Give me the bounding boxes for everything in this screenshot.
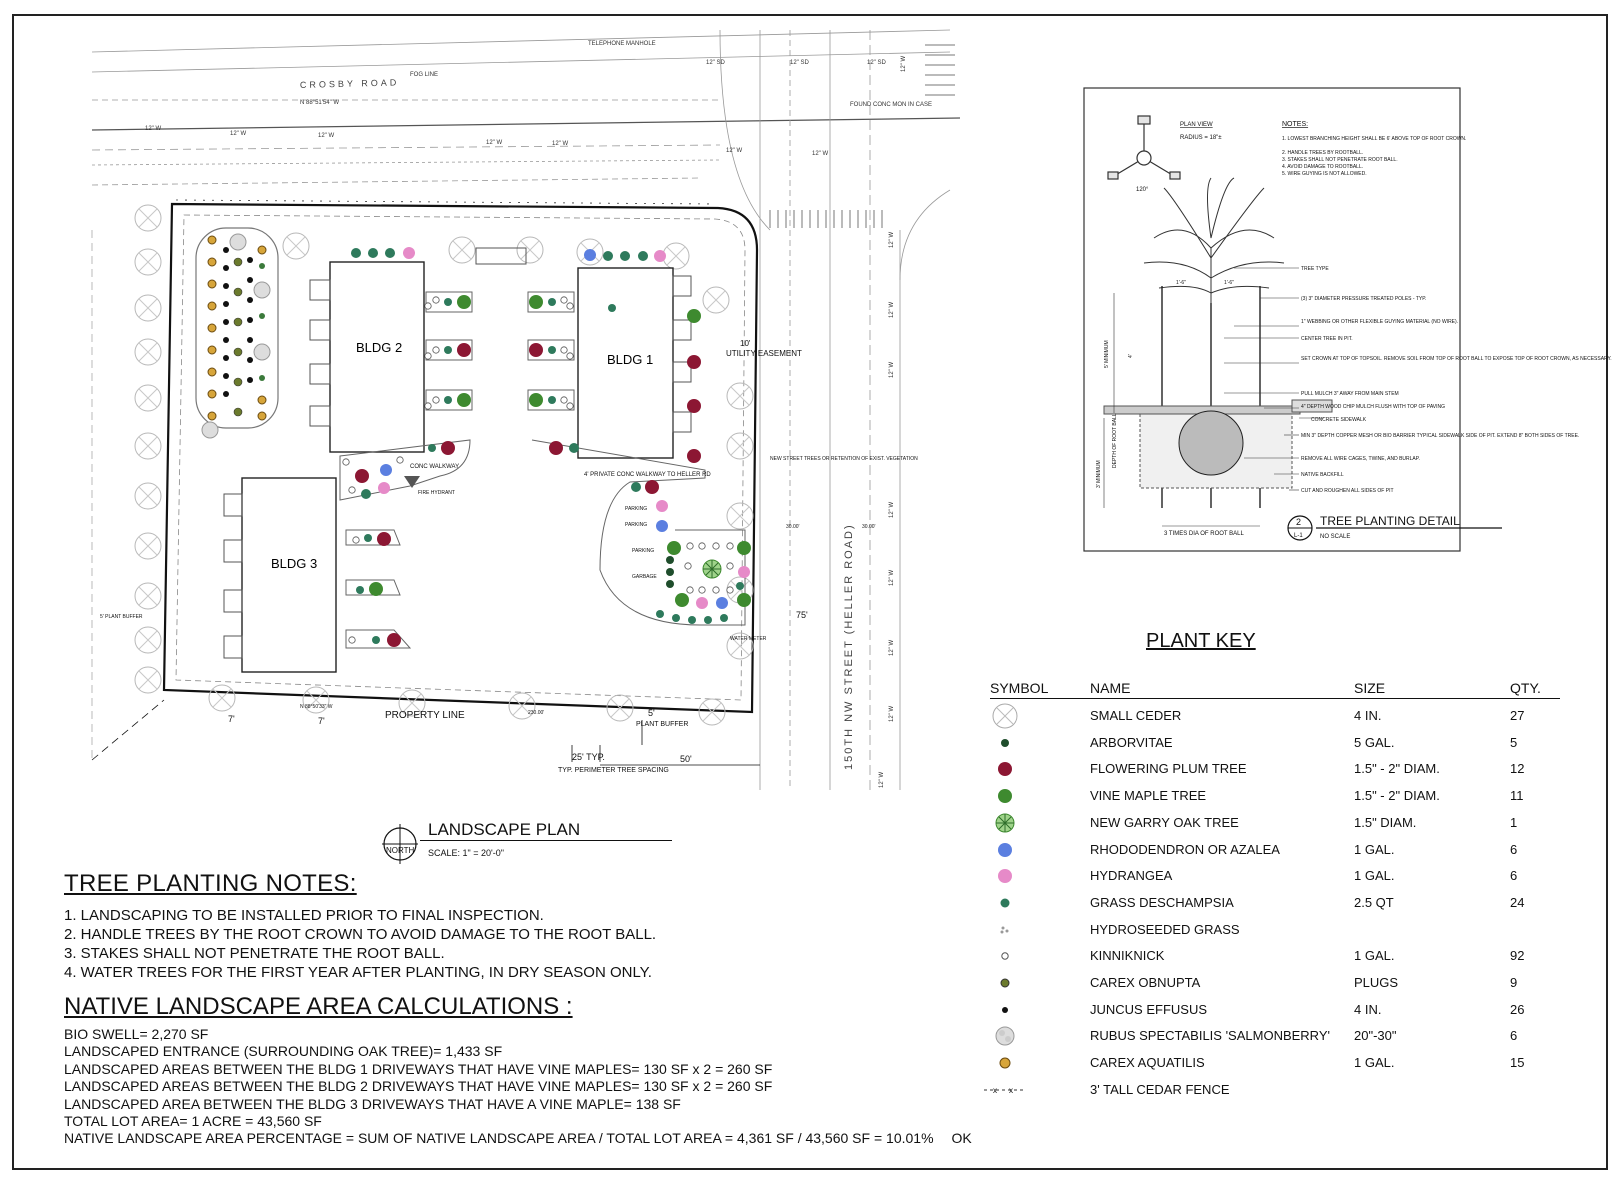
dim: 3' MINIMUM [1096, 460, 1102, 488]
plant-key-row [980, 1082, 1560, 1106]
plant-key-qty: 6 [1510, 868, 1518, 884]
callout: CUT AND ROUGHEN ALL SIDES OF PIT [1301, 488, 1394, 494]
typ-spacing-label: 25' TYP. [572, 752, 605, 762]
plant-key-row [980, 975, 1560, 999]
street-name: 150TH NW STREET (HELLER ROAD) [843, 523, 855, 770]
pipe-label: 12" SD [867, 60, 886, 66]
pipe-label: 12" W [889, 639, 895, 656]
bearing-bottom: N 88°50'33" W [300, 704, 333, 710]
detail-note: 4. AVOID DAMAGE TO ROOTBALL. [1282, 164, 1364, 170]
pipe-label: 12" W [726, 148, 743, 154]
plant-key-row [980, 761, 1560, 785]
fog-line: FOG LINE [410, 72, 439, 78]
calc-line: LANDSCAPED ENTRANCE (SURROUNDING OAK TREE)= 1,433 SF [64, 1043, 503, 1060]
plant-key-header-size: SIZE [1354, 680, 1386, 696]
calc-line-percentage [64, 1130, 972, 1147]
telephone-manhole: TELEPHONE MANHOLE [588, 41, 656, 47]
dim: 1'-6" [1224, 280, 1234, 286]
building-2 [330, 262, 424, 452]
plant-key-size: 1 GAL. [1354, 868, 1395, 884]
plant-key-qty: 1 [1510, 814, 1518, 830]
building-3-label: BLDG 3 [271, 556, 318, 571]
carex-aquatilis-icon [980, 1049, 1030, 1075]
plant-key-name: KINNIKNICK [1090, 948, 1165, 964]
vine-maple-icon [980, 782, 1030, 808]
plant-key-name: CAREX AQUATILIS [1090, 1055, 1205, 1071]
utility-easement-width: 10' [740, 339, 751, 348]
plant-key-name: RUBUS SPECTABILIS 'SALMONBERRY' [1090, 1028, 1330, 1044]
detail-title: TREE PLANTING DETAIL [1320, 514, 1460, 528]
plant-key-qty: 24 [1510, 894, 1525, 910]
dim: 4' [1128, 354, 1134, 358]
plant-key-size: 1 GAL. [1354, 841, 1395, 857]
plant-key-title: PLANT KEY [1146, 630, 1256, 652]
calc-line: TOTAL LOT AREA= 1 ACRE = 43,560 SF [64, 1113, 322, 1130]
pipe-label: 12" W [889, 705, 895, 722]
note-item: 2. HANDLE TREES BY THE ROOT CROWN TO AVOID DAMAGE TO THE ROOT BALL. [64, 926, 657, 943]
note-item: 1. LANDSCAPING TO BE INSTALLED PRIOR TO FINAL INSPECTION. [64, 907, 544, 924]
plant-buffer-left-label: 5' PLANT BUFFER [100, 614, 143, 620]
pipe-label: 12" W [879, 771, 885, 788]
plant-key-size: 4 IN. [1354, 708, 1382, 723]
plant-key-qty: 12 [1510, 761, 1525, 777]
detail-note: 3. STAKES SHALL NOT PENETRATE ROOT BALL. [1282, 157, 1398, 163]
bearing-top: N 88°51'54" W [300, 100, 340, 106]
plant-key-name: JUNCUS EFFUSUS [1090, 1001, 1208, 1017]
landscape-plan-title: LANDSCAPE PLAN [428, 820, 581, 839]
plant-key-row [980, 922, 1560, 946]
calc-line: BIO SWELL= 2,270 SF [64, 1026, 209, 1042]
plant-key-header-rule [990, 698, 1560, 699]
detail-scale: NO SCALE [1320, 534, 1351, 540]
svg-text:x: x [993, 1085, 997, 1095]
note-item: 3. STAKES SHALL NOT PENETRATE THE ROOT BALL. [64, 945, 445, 962]
root-ball [1179, 411, 1243, 475]
north-label: NORTH [386, 846, 415, 855]
plant-key-row [980, 842, 1560, 866]
plan-view-label: PLAN VIEW [1180, 122, 1213, 128]
plant-key-row [980, 895, 1560, 919]
callout: (3) 3" DIAMETER PRESSURE TREATED POLES - TYP. [1301, 296, 1427, 302]
pipe-label: 12" W [889, 231, 895, 248]
dim-5: 5' [648, 708, 655, 718]
pipe-label: 12" W [230, 131, 247, 137]
plant-key-size: 4 IN. [1354, 1001, 1382, 1017]
property-line-label: PROPERTY LINE [385, 710, 465, 721]
note-item: 4. WATER TREES FOR THE FIRST YEAR AFTER PLANTING, IN DRY SEASON ONLY. [64, 964, 652, 981]
callout: CENTER TREE IN PIT. [1301, 336, 1353, 342]
dim-75: 75' [796, 610, 808, 620]
callout: 4" DEPTH WOOD CHIP MULCH FLUSH WITH TOP OF PAVING [1301, 404, 1446, 410]
plant-key-qty: 9 [1510, 975, 1518, 990]
callout: TREE TYPE [1301, 266, 1329, 272]
dim-7a: 7' [228, 714, 235, 724]
landscape-plan-underline [420, 840, 672, 841]
road-name: CROSBY ROAD [299, 77, 400, 90]
plant-key-qty: 92 [1510, 948, 1525, 964]
dim: 5' MINIMUM [1104, 340, 1110, 368]
detail-sheet: L-1 [1294, 533, 1303, 539]
plant-key-qty: 6 [1510, 841, 1518, 857]
hydroseed-icon [980, 916, 1030, 942]
building-2-label: BLDG 2 [356, 340, 403, 355]
plant-key-row [980, 788, 1560, 812]
plant-key-size: 2.5 QT [1354, 894, 1394, 910]
fire-hydrant-label: FIRE HYDRANT [418, 490, 455, 496]
plant-key-size: PLUGS [1354, 975, 1399, 990]
dim-30b: 30.00' [862, 524, 876, 530]
pipe-label: 12" SD [790, 60, 809, 66]
carex-obnupta-icon [980, 969, 1030, 995]
plant-key-name: HYDROSEEDED GRASS [1090, 921, 1240, 937]
plant-key-qty: 26 [1510, 1001, 1525, 1017]
detail-number: 2 [1296, 517, 1302, 527]
plant-key-name: ARBORVITAE [1090, 734, 1173, 750]
garbage-label: GARBAGE [632, 574, 657, 580]
plant-key-qty: 11 [1510, 788, 1524, 804]
calc-line: LANDSCAPED AREA BETWEEN THE BLDG 3 DRIVEWAYS THAT HAVE A VINE MAPLE= 138 SF [64, 1095, 681, 1112]
landscape-plan-scale: SCALE: 1" = 20'-0" [428, 848, 504, 858]
parking-label: PARKING [625, 506, 648, 512]
callout: REMOVE ALL WIRE CAGES, TWINE, AND BURLAP. [1301, 456, 1420, 462]
north-arrow-icon [380, 822, 420, 868]
plant-key-size: 1 GAL. [1354, 1055, 1395, 1071]
dim-7b: 7' [318, 716, 325, 726]
dim-50: 50' [680, 754, 692, 764]
plant-key-row [980, 948, 1560, 972]
plant-key-size: 1.5" - 2" DIAM. [1354, 761, 1440, 777]
plant-key-qty: 15 [1510, 1055, 1525, 1071]
dim: DEPTH OF ROOT BALL [1112, 413, 1118, 468]
detail-note: 2. HANDLE TREES BY ROOTBALL. [1282, 150, 1364, 156]
tree-planting-detail [1084, 88, 1612, 558]
calc-line: LANDSCAPED AREAS BETWEEN THE BLDG 1 DRIVEWAYS THAT HAVE VINE MAPLES= 130 SF x 2 = 260 SF [64, 1060, 773, 1077]
plant-key-name: NEW GARRY OAK TREE [1090, 814, 1239, 830]
plant-key-name: GRASS DESCHAMPSIA [1090, 894, 1234, 910]
tree-planting-notes-title: TREE PLANTING NOTES: [64, 870, 357, 897]
dim: 1'-6" [1176, 280, 1186, 286]
pipe-label: 12" W [889, 361, 895, 378]
kinniknick-icon [980, 942, 1030, 968]
callout: PULL MULCH 3" AWAY FROM MAIN STEM [1301, 391, 1399, 397]
plant-key-row [980, 1002, 1560, 1026]
plant-key-qty: 6 [1510, 1028, 1518, 1044]
detail-note: 5. WIRE GUYING IS NOT ALLOWED. [1282, 171, 1367, 177]
callout: SET CROWN AT TOP OF TOPSOIL. REMOVE SOIL FROM TOP OF ROOT BALL TO EXPOSE TOP OF ROOT CROWN, AS NECESSARY. [1301, 356, 1612, 362]
area-calculations-list [64, 1026, 972, 1148]
private-walkway-label: 4' PRIVATE CONC WALKWAY TO HELLER RD [584, 472, 711, 478]
parking-label: PARKING [625, 522, 648, 528]
plant-key-qty: 5 [1510, 734, 1518, 750]
plant-key-row [980, 735, 1560, 759]
plant-key-name: 3' TALL CEDAR FENCE [1090, 1081, 1230, 1097]
area-calculations-title: NATIVE LANDSCAPE AREA CALCULATIONS : [64, 993, 573, 1020]
pipe-label: 12" SD [706, 60, 725, 66]
dim: 3 TIMES DIA OF ROOT BALL [1164, 531, 1244, 537]
plant-key-size: 1.5" DIAM. [1354, 814, 1417, 830]
plant-key-row [980, 868, 1560, 892]
small-ceder-icon [980, 702, 1030, 728]
radius-label: RADIUS = 18"± [1180, 135, 1222, 141]
pipe-label: 12" W [889, 501, 895, 518]
pipe-label: 12" W [901, 55, 907, 72]
garry-oak-icon [980, 809, 1030, 835]
ok-label: OK [951, 1130, 972, 1147]
arborvitae-icon [980, 729, 1030, 755]
plant-key-name: CAREX OBNUPTA [1090, 975, 1201, 990]
plant-key-name: HYDRANGEA [1090, 868, 1173, 884]
pipe-label: 12" W [145, 126, 162, 132]
fence-icon [980, 1076, 1030, 1102]
dim-30a: 30.00' [786, 524, 800, 530]
plant-key-size: 1.5" - 2" DIAM. [1354, 788, 1440, 804]
callout: MIN 3" DEPTH COPPER MESH OR BIO BARRIER TYPICAL SIDEWALK SIDE OF PIT. EXTEND 8" BOTH SIDES OF TREE. [1301, 433, 1580, 439]
bio-swell-plants [202, 234, 270, 438]
plant-key-name: VINE MAPLE TREE [1090, 788, 1207, 804]
pipe-label: 12" W [889, 569, 895, 586]
road-lines [92, 30, 960, 790]
plant-key-size: 1 GAL. [1354, 948, 1395, 964]
callout: 1" WEBBING OR OTHER FLEXIBLE GUYING MATERIAL (NO WIRE). [1301, 319, 1459, 325]
rhododendron-icon [980, 836, 1030, 862]
detail-notes-title: NOTES: [1282, 121, 1309, 128]
water-meter-label: WATER METER [730, 636, 767, 642]
utility-easement-label: UTILITY EASEMENT [726, 349, 802, 358]
plant-key-row [980, 1055, 1560, 1079]
plant-key-size: 20"-30" [1354, 1028, 1397, 1044]
plant-key-header-name: NAME [1090, 680, 1131, 696]
angle-label: 120° [1136, 187, 1149, 193]
building-1-label: BLDG 1 [607, 352, 654, 367]
svg-text:x: x [1009, 1085, 1013, 1095]
detail-note: 1. LOWEST BRANCHING HEIGHT SHALL BE 6' ABOVE TOP OF ROOT CROWN. [1282, 136, 1467, 142]
plant-key-header-symbol: SYMBOL [990, 680, 1049, 696]
plant-key-size: 5 GAL. [1354, 734, 1395, 750]
callout: NATIVE BACKFILL [1301, 472, 1344, 478]
plant-key-row [980, 1028, 1560, 1052]
plant-buffer-label: PLANT BUFFER [636, 721, 689, 728]
cedar-fence [176, 200, 716, 204]
found-conc-mon: FOUND CONC MON IN CASE [850, 102, 933, 108]
pipe-label: 12" W [486, 140, 503, 146]
calc-line: NATIVE LANDSCAPE AREA PERCENTAGE = SUM OF NATIVE LANDSCAPE AREA / TOTAL LOT AREA = 4,361 SF / 43,560 SF = 10.01% [64, 1130, 934, 1147]
conc-walkway-label: CONC WALKWAY [410, 464, 460, 470]
plant-key-row [980, 708, 1560, 732]
callout: CONCRETE SIDEWALK [1311, 417, 1367, 423]
pipe-label: 12" W [812, 151, 829, 157]
plant-key-name: SMALL CEDER [1090, 708, 1182, 723]
plant-key-header-qty: QTY. [1510, 680, 1541, 696]
perimeter-spacing-label: TYP. PERIMETER TREE SPACING [558, 767, 669, 774]
plant-key-row [980, 815, 1560, 839]
new-street-trees-label: NEW STREET TREES OR RETENTION OF EXIST. VEGETATION [770, 456, 918, 462]
dim-230: 230.00' [528, 710, 545, 716]
plant-key-name: RHODODENDRON OR AZALEA [1090, 841, 1280, 857]
calc-line: LANDSCAPED AREAS BETWEEN THE BLDG 2 DRIVEWAYS THAT HAVE VINE MAPLES= 130 SF x 2 = 260 SF [64, 1078, 773, 1095]
pipe-label: 12" W [318, 133, 335, 139]
plant-key-name: FLOWERING PLUM TREE [1090, 761, 1247, 777]
crosswalk [770, 45, 955, 228]
deschampsia-icon [980, 889, 1030, 915]
juncus-icon [980, 996, 1030, 1022]
flowering-plum-icon [980, 755, 1030, 781]
pipe-label: 12" W [889, 301, 895, 318]
building-3 [242, 478, 336, 672]
parking-label: PARKING [632, 548, 655, 554]
plant-key-qty: 27 [1510, 708, 1525, 723]
hydrangea-icon [980, 862, 1030, 888]
tree-planting-notes-list [64, 906, 656, 982]
pipe-label: 12" W [552, 141, 569, 147]
rubus-icon [980, 1022, 1030, 1048]
